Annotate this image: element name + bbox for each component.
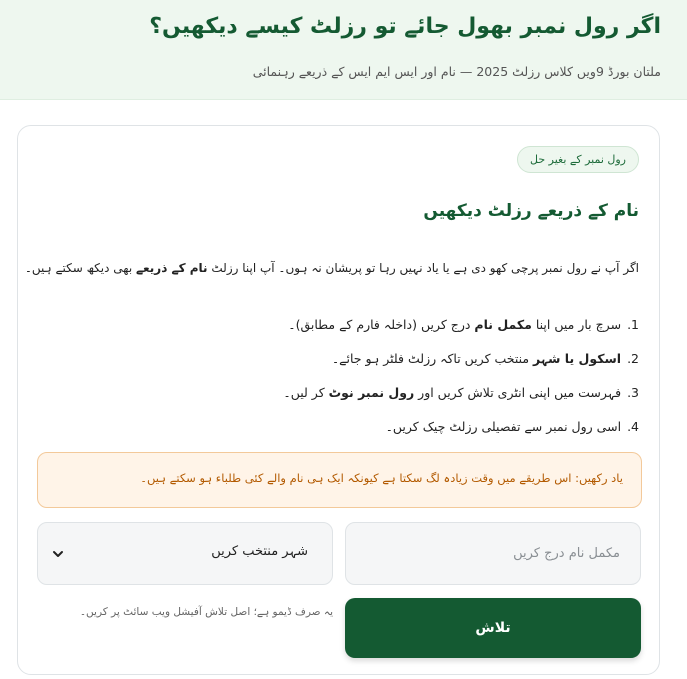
card-title: نام کے ذریعے رزلٹ دیکھیں	[423, 201, 639, 221]
city-select-value: شہر منتخب کریں	[211, 544, 308, 559]
page-subtitle: ملتان بورڈ 9ویں کلاس رزلٹ 2025 — نام اور ایس ایم ایس کے ذریعے رہنمائی	[252, 64, 661, 79]
page-header	[0, 0, 687, 100]
page-title: اگر رول نمبر بھول جائے تو رزلٹ کیسے دیکھیں؟	[149, 14, 661, 39]
name-search-card	[17, 125, 660, 675]
search-button[interactable]: تلاش	[345, 598, 641, 658]
step-item: 4.اسی رول نمبر سے تفصیلی رزلٹ چیک کریں۔	[385, 419, 639, 434]
step-item: 2.اسکول یا شہر منتخب کریں تاکہ رزلٹ فلٹر ہو جائے۔	[331, 351, 639, 366]
name-input[interactable]	[346, 523, 640, 584]
intro-text: اگر آپ نے رول نمبر پرچی کھو دی ہے یا یاد نہیں رہا تو پریشان نہ ہوں۔ آپ اپنا رزلٹ نام کے ذریعے بھی دیکھ سکتے ہیں۔	[24, 261, 639, 275]
name-field[interactable]	[345, 522, 641, 585]
steps-list	[283, 314, 639, 450]
chevron-down-icon	[52, 548, 64, 560]
demo-disclaimer: یہ صرف ڈیمو ہے؛ اصل تلاش آفیشل ویب سائٹ پر کریں۔	[79, 606, 333, 618]
city-select[interactable]	[37, 522, 333, 585]
warning-note: یاد رکھیں: اس طریقے میں وقت زیادہ لگ سکتا ہے کیونکہ ایک ہی نام والے کئی طلباء ہو سکتے ہیں۔	[37, 452, 642, 508]
step-item: 3.فہرست میں اپنی انٹری تلاش کریں اور رول نمبر نوٹ کر لیں۔	[283, 385, 639, 400]
solution-badge: رول نمبر کے بغیر حل	[517, 146, 639, 173]
step-item: 1.سرچ بار میں اپنا مکمل نام درج کریں (داخلہ فارم کے مطابق)۔	[288, 317, 639, 332]
